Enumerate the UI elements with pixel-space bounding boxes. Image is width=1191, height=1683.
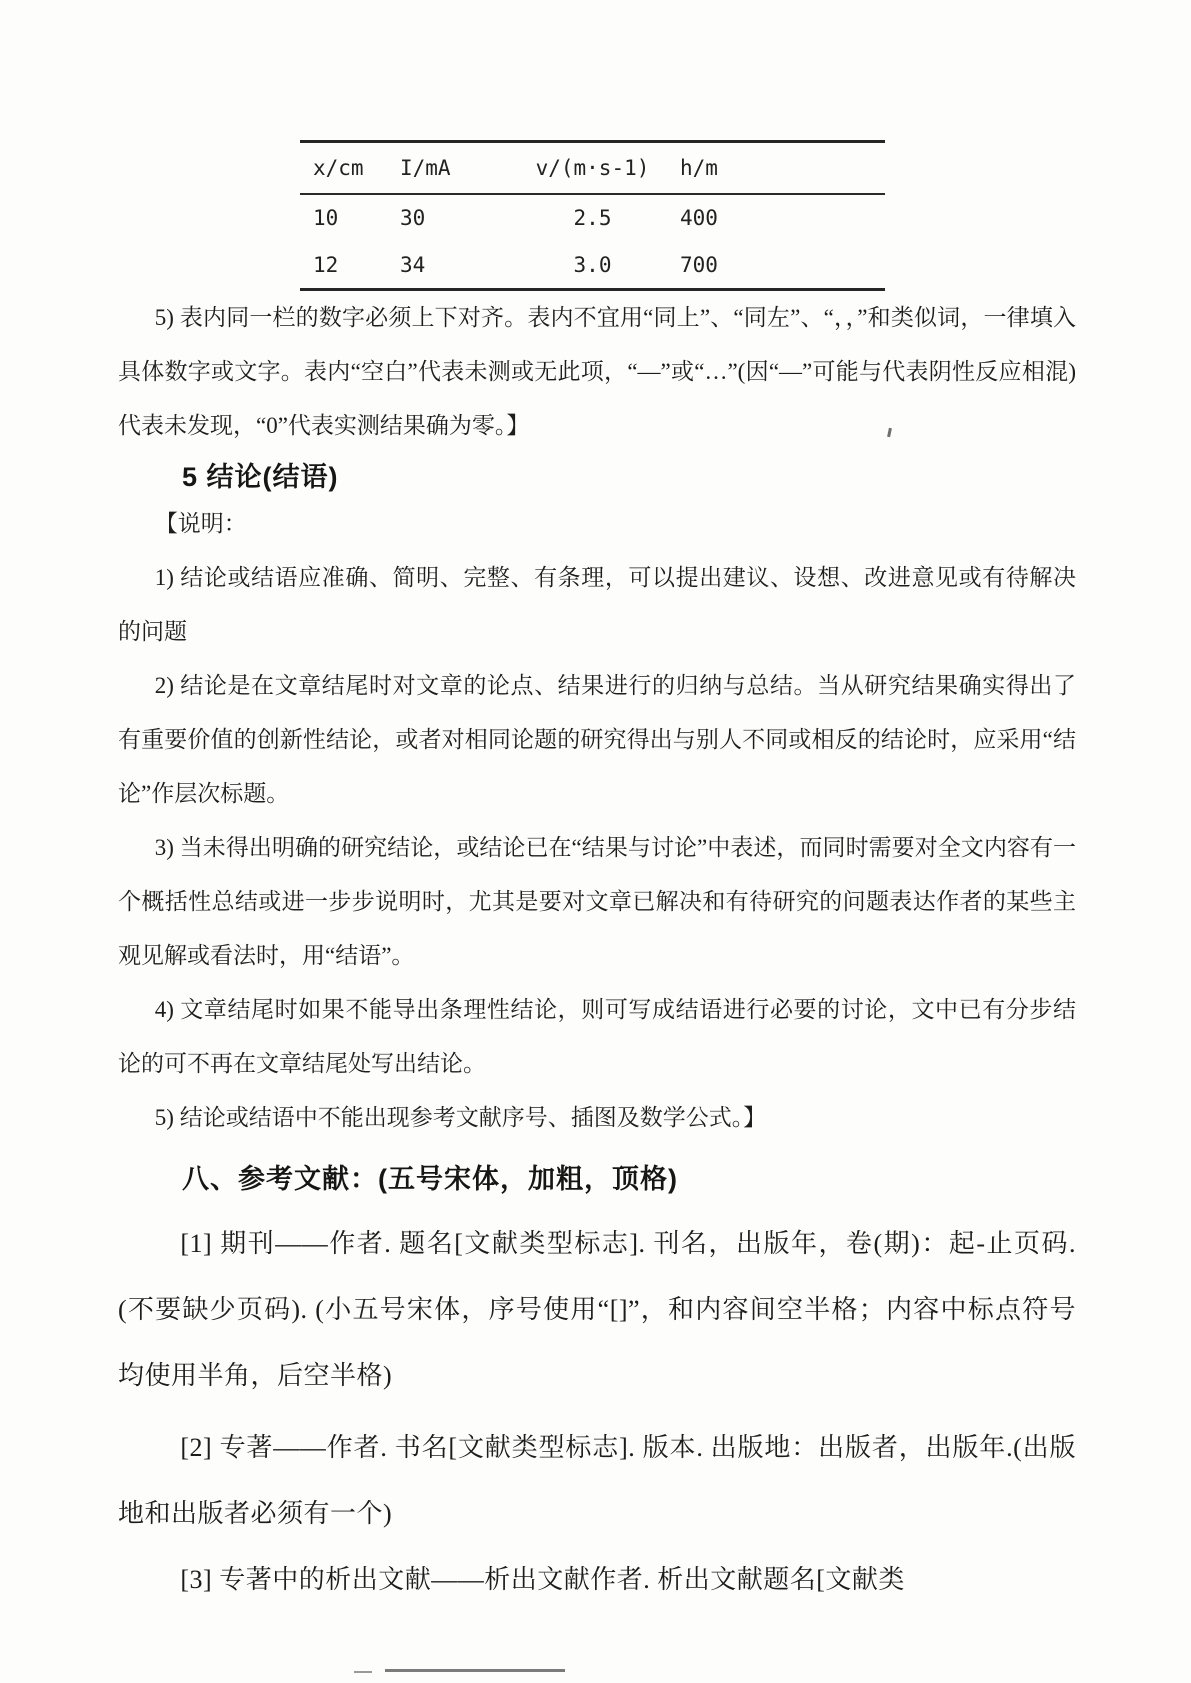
table-cell: 2.5 <box>573 206 612 230</box>
table-header-cell: h/m <box>680 155 718 180</box>
conclusion-item-4: 4) 文章结尾时如果不能导出条理性结论，则可写成结语进行必要的讨论，文中已有分步结论的可不再在文章结尾处写出结论。 <box>118 997 1076 1076</box>
table-cell: 3.0 <box>573 252 612 277</box>
data-table-head <box>300 142 885 194</box>
conclusion-item-2: 2) 结论是在文章结尾时对文章的论点、结果进行的归纳与总结。当从研究结果确实得出了有重要价值的创新性结论，或者对相同论题的研究得出与别人不同或相反的结论时，应采用“结论”作层次标题。 <box>118 673 1076 806</box>
table-cell: 34 <box>400 252 426 277</box>
data-table-body <box>300 194 885 290</box>
references-heading: 八、参考文献：(五号宋体，加粗，顶格) <box>182 1164 678 1194</box>
footer-line-artifact <box>385 1669 565 1672</box>
table-header-cell: I/mA <box>400 155 451 180</box>
table-cell: 30 <box>400 206 426 230</box>
table-note-paragraph: 5) 表内同一栏的数字必须上下对齐。表内不宜用“同上”、“同左”、“，，”和类似词，一律填入具体数字或文字。表内“空白”代表未测或无此项，“—”或“…”(因“—”可能与代表阴性反应相混)代表未发现，“0”代表实测结果确为零。】 <box>118 305 1076 438</box>
explanation-label: 【说明： <box>154 511 247 536</box>
table-header-row <box>300 142 885 194</box>
table-header-cell: x/cm <box>313 155 364 180</box>
table-header-cell: v/(m·s-1) <box>535 155 650 180</box>
table-row <box>300 242 885 290</box>
conclusion-item-1: 1) 结论或结语应准确、简明、完整、有条理，可以提出建议、设想、改进意见或有待解决的问题 <box>118 565 1076 644</box>
conclusion-heading: 5 结论(结语) <box>182 462 339 492</box>
table-cell: 12 <box>313 252 339 277</box>
reference-item-2: [2] 专著——作者. 书名[文献类型标志]. 版本. 出版地：出版者，出版年.(出版地和出版者必须有一个) <box>118 1433 1076 1528</box>
table-cell: 700 <box>680 252 718 277</box>
table-cell: 10 <box>313 206 339 230</box>
reference-item-1: [1] 期刊——作者. 题名[文献类型标志]. 刊名，出版年，卷(期)：起-止页码.(不要缺少页码). (小五号宋体，序号使用“[]”，和内容间空半格；内容中标点符号均使用半角，后空半格) <box>118 1229 1076 1390</box>
reference-item-3: [3] 专著中的析出文献——析出文献作者. 析出文献题名[文献类 <box>180 1565 905 1594</box>
conclusion-item-5: 5) 结论或结语中不能出现参考文献序号、插图及数学公式。】 <box>154 1105 767 1130</box>
table-cell: 400 <box>680 206 718 230</box>
table-row <box>300 194 885 242</box>
data-table <box>300 140 885 291</box>
conclusion-item-3: 3) 当未得出明确的研究结论，或结论已在“结果与讨论”中表述，而同时需要对全文内容有一个概括性总结或进一步步说明时，尤其是要对文章已解决和有待研究的问题表达作者的某些主观见解或看法时，用“结语”。 <box>118 835 1076 968</box>
footer-line-artifact <box>354 1671 372 1673</box>
